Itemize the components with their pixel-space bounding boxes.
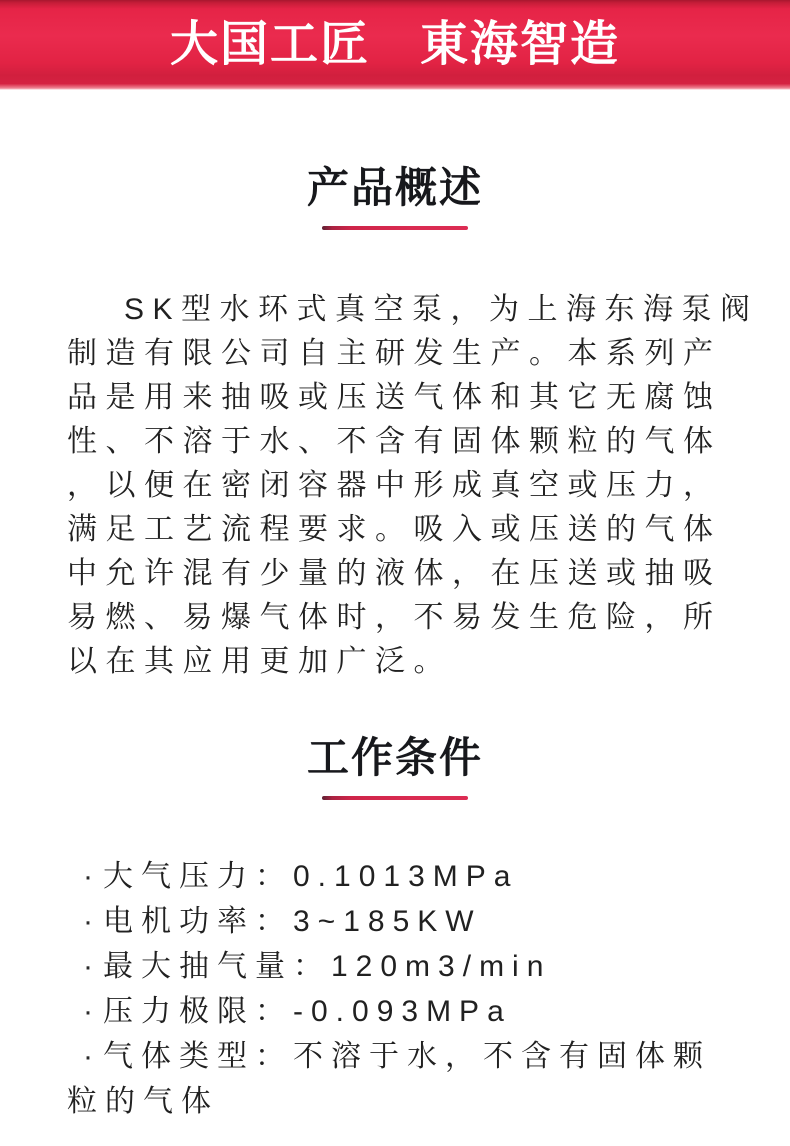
section-working-conditions [0,734,790,1124]
paragraph-line: 品是用来抽吸或压送气体和其它无腐蚀 [67,381,722,414]
paragraph-line: 满足工艺流程要求。吸入或压送的气体 [67,513,722,546]
paragraph-line: 制造有限公司自主研发生产。本系列产 [67,337,722,370]
conditions-title-underline [322,796,468,800]
top-banner [0,0,790,90]
bullet-dot-icon: · [83,1040,101,1073]
condition-item-pressure-limit [67,989,723,1034]
bullet-dot-icon: · [83,860,101,893]
paragraph-line: 以在其应用更加广泛。 [67,645,452,678]
bullet-dot-icon: · [83,905,101,938]
paragraph-line: ，以便在密闭容器中形成真空或压力， [67,469,722,502]
section-product-overview [0,164,790,684]
condition-text: 气体类型：不溶于水，不含有固体颗粒的气体 [67,1040,711,1118]
paragraph-line: SK型水环式真空泵，为上海东海泵阀 [124,293,759,326]
condition-item-max-pumping-rate [67,944,723,989]
condition-text: 大气压力：0.1013MPa [103,860,519,893]
bullet-dot-icon: · [83,995,101,1028]
condition-item-atmospheric-pressure [67,854,723,899]
paragraph-line: 性、不溶于水、不含有固体颗粒的气体 [67,425,722,458]
overview-paragraph [67,288,759,684]
conditions-section-title: 工作条件 [306,734,483,781]
condition-item-motor-power [67,899,723,944]
condition-text: 最大抽气量：120m3/min [103,950,552,983]
paragraph-line: 易燃、易爆气体时，不易发生危险，所 [67,601,722,634]
conditions-list [67,854,723,1124]
condition-item-gas-type [67,1034,723,1124]
condition-text: 电机功率：3~185KW [103,905,482,938]
condition-text: 压力极限：-0.093MPa [103,995,512,1028]
bullet-dot-icon: · [83,950,101,983]
paragraph-line: 中允许混有少量的液体，在压送或抽吸 [67,557,722,590]
banner-title: 大国工匠 東海智造 [169,18,620,71]
overview-title-underline [322,226,468,230]
overview-section-title: 产品概述 [306,164,483,211]
